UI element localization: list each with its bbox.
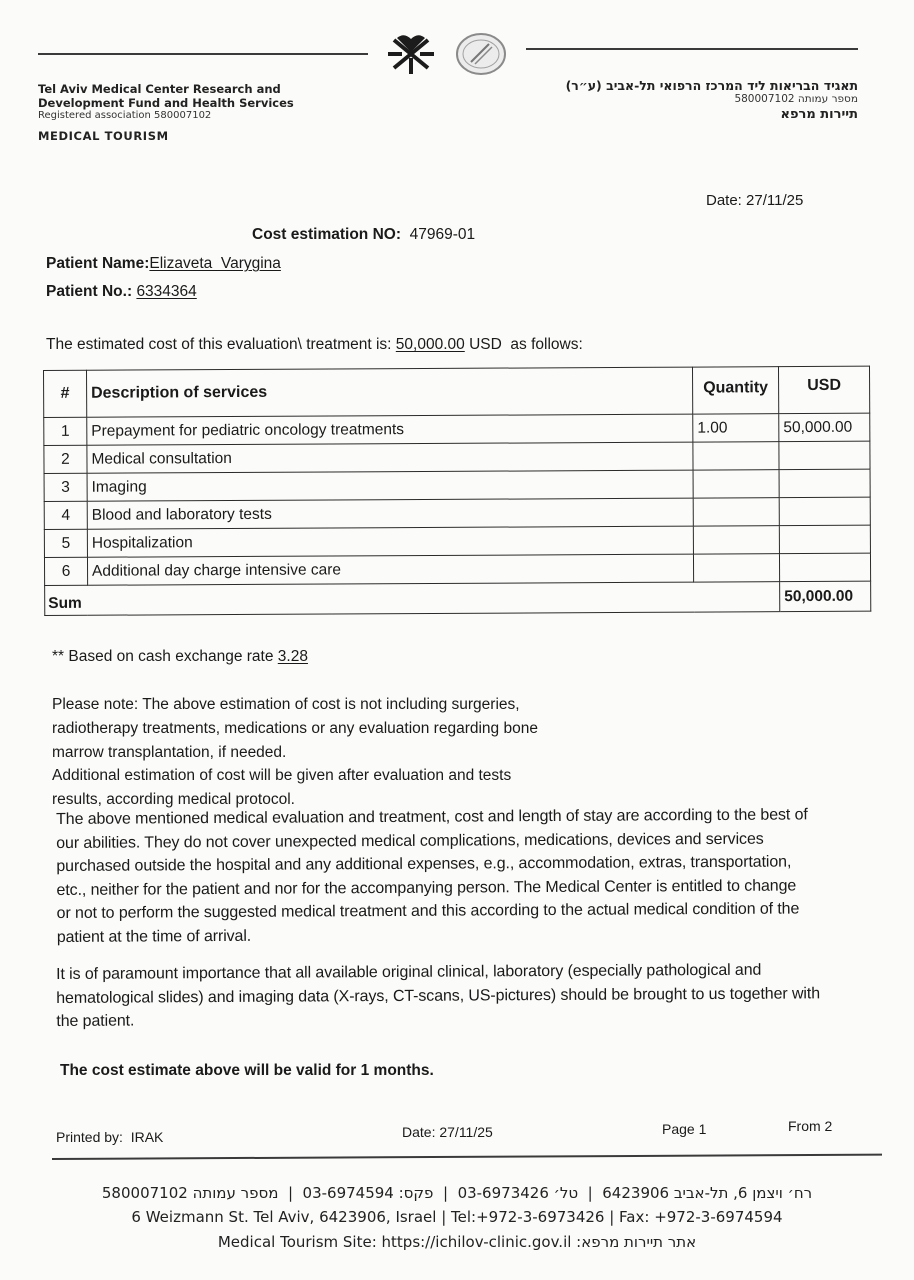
- col-header-quantity: Quantity: [693, 367, 779, 414]
- patient-name-label: Patient Name:: [46, 255, 150, 272]
- row-number: 2: [44, 445, 87, 473]
- col-header-description: Description of services: [86, 367, 692, 417]
- patient-name-value: Elizaveta Varygina: [149, 255, 281, 272]
- row-quantity: [693, 498, 779, 526]
- table-row: [44, 553, 870, 585]
- print-date: Date: 27/11/25: [402, 1124, 493, 1140]
- patient-number: [46, 283, 197, 301]
- estimate-suffix: USD as follows:: [469, 336, 583, 353]
- patient-no-label: Patient No.:: [46, 283, 133, 300]
- footer-site-link[interactable]: Medical Tourism Site: https://ichilov-clinic.gov.il :אתר תיירות מרפא: [217, 1233, 697, 1251]
- note-line: Please note: The above estimation of cost is not including surgeries,: [52, 696, 520, 713]
- exchange-rate-value: 3.28: [277, 648, 308, 665]
- org-name-line-1: Tel Aviv Medical Center Research and: [38, 82, 281, 96]
- row-description: Additional day charge intensive care: [87, 554, 693, 585]
- patient-name: [46, 255, 281, 273]
- table-row: [44, 441, 870, 473]
- paragraph-line: The above mentioned medical evaluation and treatment, cost and length of stay are according to the best of: [56, 806, 808, 828]
- note-line: Additional estimation of cost will be given after evaluation and tests: [52, 767, 512, 785]
- date-label: Date:: [706, 192, 742, 209]
- table-row: [44, 525, 870, 557]
- row-number: 3: [44, 473, 87, 501]
- row-quantity: [693, 470, 779, 498]
- paragraph-line: patient at the time of arrival.: [56, 927, 252, 946]
- exchange-rate-label: ** Based on cash exchange rate: [52, 648, 274, 665]
- footer-address-hebrew: רח׳ ויצמן 6, תל-אביב 6423906 | טל׳ 03-6973426 | פקס: 03-6974594 | מספר עמותה 580007102: [101, 1184, 813, 1202]
- table-row: [44, 497, 870, 529]
- note-line: radiotherapy treatments, medications or any evaluation regarding bone: [52, 719, 538, 737]
- paragraph-line: etc., neither for the patient and nor for the accompanying person. The Medical Center is entitled to change: [56, 876, 797, 899]
- row-number: 1: [44, 417, 87, 445]
- row-number: 5: [44, 529, 87, 557]
- row-description: Blood and laboratory tests: [87, 498, 693, 529]
- org-name-english: [38, 82, 294, 110]
- footer-rule: [52, 1154, 882, 1160]
- sum-label: Sum: [45, 582, 780, 616]
- document-date: [706, 192, 803, 209]
- cost-no-label: Cost estimation NO:: [252, 226, 401, 243]
- services-table: [43, 366, 871, 616]
- footer-address-english: 6 Weizmann St. Tel Aviv, 6423906, Israel | Tel:+972-3-6973426 | Fax: +972-3-6974594: [131, 1208, 783, 1226]
- note-line: results, according medical protocol.: [52, 791, 295, 809]
- exchange-rate-note: [52, 648, 308, 666]
- paragraph-line: purchased outside the hospital and any additional expenses, e.g., accommodation, extras, transportation,: [56, 853, 792, 875]
- cost-estimation-number: [252, 226, 475, 244]
- table-sum-row: [45, 581, 871, 615]
- org-registration-hebrew: מספר עמותה 580007102: [734, 93, 858, 105]
- cost-no-value: 47969-01: [409, 226, 476, 243]
- row-usd: 50,000.00: [779, 413, 870, 441]
- patient-no-value: 6334364: [136, 283, 197, 300]
- org-registration-english: Registered association 580007102: [38, 110, 212, 121]
- page-total: From 2: [788, 1118, 833, 1134]
- table-header-row: [44, 366, 870, 417]
- paragraph-line: or not to perform the suggested medical treatment and this according to the actual medical condition of the: [56, 900, 800, 922]
- estimate-amount: 50,000.00: [395, 336, 465, 353]
- row-usd: [779, 469, 870, 497]
- row-quantity: [694, 554, 780, 582]
- estimate-prefix: The estimated cost of this evaluation\ treatment is:: [46, 336, 392, 353]
- records-request-paragraph: [56, 958, 886, 1034]
- validity-statement: The cost estimate above will be valid for 1 months.: [60, 1062, 434, 1079]
- hospital-logo-icon: [388, 32, 434, 74]
- col-header-usd: USD: [778, 366, 869, 413]
- header-rule-right: [526, 48, 858, 50]
- paragraph-line: hematological slides) and imaging data (X-rays, CT-scans, US-pictures) should be brought to us together with: [56, 984, 821, 1007]
- please-note-block: [52, 693, 612, 812]
- seal-icon: [455, 32, 507, 76]
- date-value: 27/11/25: [746, 192, 804, 209]
- row-quantity: [693, 526, 779, 554]
- row-description: Medical consultation: [87, 442, 693, 473]
- row-usd: [779, 441, 870, 469]
- row-quantity: 1.00: [693, 414, 779, 442]
- department-english: MEDICAL TOURISM: [38, 129, 169, 143]
- department-hebrew: תיירות מרפא: [780, 107, 858, 122]
- org-name-hebrew: תאגיד הבריאות ליד המרכז הרפואי תל-אביב (ע״ר): [565, 78, 858, 93]
- disclaimer-paragraph: [56, 803, 887, 949]
- header-rule-left: [38, 53, 368, 55]
- row-description: Imaging: [87, 470, 693, 501]
- note-line: marrow transplantation, if needed.: [52, 743, 287, 761]
- paragraph-line: our abilities. They do not cover unexpected medical complications, medications, devices and services: [56, 830, 764, 852]
- row-description: Prepayment for pediatric oncology treatments: [87, 414, 693, 445]
- estimated-cost-line: [46, 336, 583, 354]
- sum-usd: 50,000.00: [780, 581, 871, 611]
- paragraph-line: It is of paramount importance that all available original clinical, laboratory (especially pathological and: [56, 961, 762, 983]
- row-usd: [779, 497, 870, 525]
- table-row: [44, 469, 870, 501]
- row-usd: [779, 525, 870, 553]
- col-header-number: #: [44, 370, 87, 417]
- row-number: 4: [44, 501, 87, 529]
- table-row: [44, 413, 870, 445]
- row-number: 6: [44, 557, 87, 585]
- row-description: Hospitalization: [87, 526, 693, 557]
- org-name-line-2: Development Fund and Health Services: [38, 96, 294, 110]
- row-quantity: [693, 442, 779, 470]
- row-usd: [779, 553, 870, 581]
- page-number: Page 1: [662, 1121, 707, 1137]
- paragraph-line: the patient.: [56, 1012, 135, 1030]
- printed-by: Printed by: IRAK: [56, 1129, 164, 1145]
